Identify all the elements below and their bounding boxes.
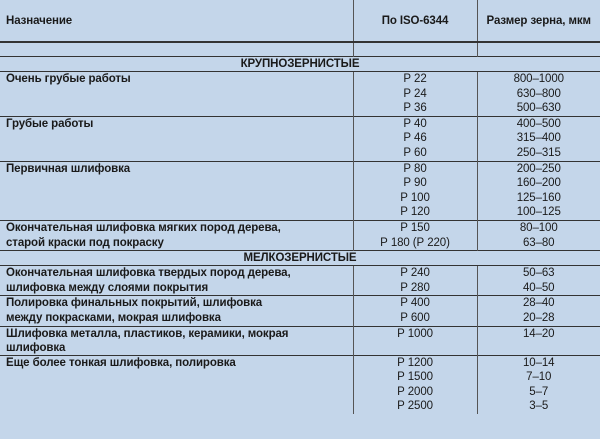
- iso-grit-cell: Р 80: [353, 161, 477, 176]
- grain-size-cell: 40–50: [523, 281, 555, 294]
- purpose-cell: [0, 87, 353, 102]
- iso-grit-cell: Р 24: [353, 87, 477, 102]
- grain-size-cell: 3–5: [529, 400, 549, 413]
- iso-grit-cell: Р 600: [353, 311, 477, 326]
- iso-grit-cell: Р 60: [353, 146, 477, 161]
- iso-grit-cell: Р 150: [353, 220, 477, 235]
- grain-size-cell: 63–80: [523, 236, 555, 249]
- purpose-cell: между покрасками, мокрая шлифовка: [0, 311, 353, 326]
- purpose-cell: Очень грубые работы: [0, 72, 353, 87]
- grain-size-cell: 7–10: [526, 371, 552, 384]
- purpose-cell: [0, 385, 353, 400]
- iso-grit-cell: Р 1200: [353, 355, 477, 370]
- table-row: [0, 161, 600, 176]
- iso-grit-cell: Р 100: [353, 191, 477, 206]
- grain-size-cell: 50–63: [523, 267, 555, 280]
- section-title: МЕЛКОЗЕРНИСТЫЕ: [0, 251, 600, 266]
- iso-grit-cell: Р 46: [353, 131, 477, 146]
- table-row: [0, 146, 600, 161]
- table-row: [0, 385, 600, 400]
- iso-grit-cell: Р 22: [353, 72, 477, 87]
- table-row: [0, 281, 600, 296]
- table-row: [0, 87, 600, 102]
- table-row: [0, 131, 600, 146]
- purpose-cell: [0, 205, 353, 220]
- table-row: [0, 191, 600, 206]
- grain-size-cell: 100–125: [516, 206, 561, 219]
- table-row: [0, 296, 600, 311]
- header-iso: По ISO-6344: [353, 0, 477, 42]
- iso-grit-cell: Р 2000: [353, 385, 477, 400]
- table-row: [0, 370, 600, 385]
- spacer-cell: [477, 42, 600, 57]
- iso-grit-cell: Р 36: [353, 101, 477, 116]
- purpose-cell: старой краски под покраску: [0, 236, 353, 251]
- iso-grit-cell: Р 40: [353, 116, 477, 131]
- table-row: [0, 176, 600, 191]
- purpose-cell: Шлифовка металла, пластиков, керамики, мокрая шлифовка: [0, 326, 353, 355]
- iso-grit-cell: Р 280: [353, 281, 477, 296]
- section-header-row: [0, 251, 600, 266]
- purpose-cell: [0, 191, 353, 206]
- table-body: [0, 42, 600, 414]
- grain-size-cell: 315–400: [516, 132, 561, 145]
- purpose-cell: Первичная шлифовка: [0, 161, 353, 176]
- table-row: [0, 236, 600, 251]
- grain-size-cell: 400–500: [477, 116, 600, 131]
- iso-grit-cell: Р 1500: [353, 370, 477, 385]
- purpose-cell: [0, 101, 353, 116]
- grain-size-cell: 28–40: [477, 296, 600, 311]
- grain-size-cell: 160–200: [516, 177, 561, 190]
- table-row: [0, 72, 600, 87]
- purpose-cell: Окончательная шлифовка твердых пород дерева,: [0, 266, 353, 281]
- spacer-cell: [0, 42, 353, 57]
- grain-size-cell: 125–160: [516, 191, 561, 204]
- grain-size-cell: 10–14: [477, 355, 600, 370]
- iso-grit-cell: Р 240: [353, 266, 477, 281]
- grain-size-cell: 5–7: [529, 385, 549, 398]
- grain-size-cell: 200–250: [477, 161, 600, 176]
- table-row: [0, 101, 600, 116]
- purpose-cell: шлифовка между слоями покрытия: [0, 281, 353, 296]
- purpose-cell: Еще более тонкая шлифовка, полировка: [0, 355, 353, 370]
- table-header: [0, 0, 600, 42]
- table-row: [0, 355, 600, 370]
- purpose-cell: Окончательная шлифовка мягких пород дерева,: [0, 220, 353, 235]
- purpose-cell: [0, 399, 353, 414]
- spacer-row: [0, 42, 600, 57]
- table-row: [0, 326, 600, 355]
- iso-grit-cell: Р 1000: [353, 326, 477, 355]
- section-title: КРУПНОЗЕРНИСТЫЕ: [0, 57, 600, 72]
- purpose-cell: [0, 131, 353, 146]
- table-row: [0, 220, 600, 235]
- purpose-cell: [0, 370, 353, 385]
- grain-size-cell: 500–630: [516, 102, 561, 115]
- table-row: [0, 399, 600, 414]
- grain-size-cell: 80–100: [477, 220, 600, 235]
- grain-size-cell: 800–1000: [513, 73, 564, 85]
- purpose-cell: [0, 146, 353, 161]
- purpose-cell: [0, 176, 353, 191]
- header-purpose: Назначение: [0, 0, 353, 42]
- iso-grit-cell: Р 120: [353, 205, 477, 220]
- header-grain-size: Размер зерна, мкм: [486, 14, 591, 27]
- iso-grit-cell: Р 180 (Р 220): [353, 236, 477, 251]
- grain-size-cell: 14–20: [477, 326, 600, 355]
- spacer-cell: [353, 42, 477, 57]
- table-row: [0, 205, 600, 220]
- purpose-cell: Грубые работы: [0, 116, 353, 131]
- iso-grit-cell: Р 90: [353, 176, 477, 191]
- table-row: [0, 116, 600, 131]
- grain-size-cell: 630–800: [516, 87, 561, 100]
- table-row: [0, 266, 600, 281]
- grain-size-cell: 20–28: [523, 311, 555, 324]
- section-header-row: [0, 57, 600, 72]
- grain-size-cell: 250–315: [516, 146, 561, 159]
- table-row: [0, 311, 600, 326]
- iso-grit-cell: Р 2500: [353, 399, 477, 414]
- iso-grit-cell: Р 400: [353, 296, 477, 311]
- header-row: [0, 0, 600, 42]
- purpose-cell: Полировка финальных покрытий, шлифовка: [0, 296, 353, 311]
